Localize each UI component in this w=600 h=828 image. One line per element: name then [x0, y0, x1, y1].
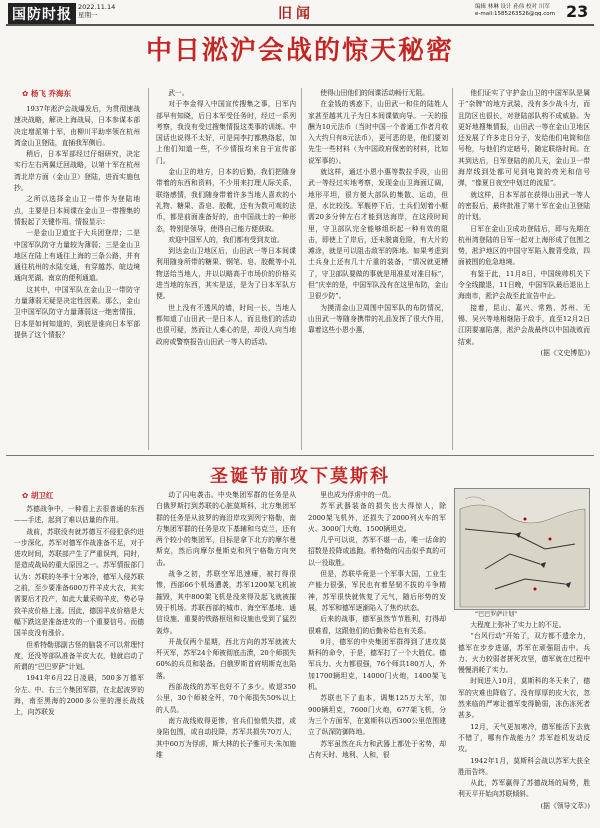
section-title: 旧闻: [278, 6, 314, 22]
paragraph: 但希特勒那副古怪的脑袋不可以常理忖度，还没等部队准备羊皮大衣，他就启动了所谓的“巴巴罗萨”计划。: [14, 640, 144, 672]
paragraph: 从此，苏军赢得了苏德战场的局势，胜利天平开始向苏联倾斜。: [458, 779, 590, 799]
paragraph: “台风行动”开始了，双方都不遗余力，德军在步步进逼，苏军在顽强阻击中。兵力、火力较弱者拼死攻坚，德军就在过程中慢慢消耗了实力。: [458, 632, 590, 675]
paragraph: 战前，苏联没有就苏德互不侵犯条约进一步深化，苏军对德军作战准备不足，对于进攻时间，苏联部产生了严重误判，同时，是造成战局的重大原因之一。苏军情报部门认为：苏联的冬季十分寒冷，德军入侵苏联之前，至少要准备600万件羊皮大衣，其实需要后才投产，如此大量采购羊皮，势必导致羊皮价格上涨。因此，德国羊皮价格是大幅下跌这是准备进攻的一个重要信号。而德国羊皮没有涨价。: [14, 527, 144, 638]
paragraph: 接着，昆山、嘉兴、常熟、苏州、无锡、吴兴等地相继陷于敌手，直至12月2日江阴要塞陷落，淞沪会战最终以中国战败而结束。: [458, 303, 590, 346]
paragraph: 苏军武器装备的损失也大得惊人，除2000架飞机外，还损失了2000列火车的军火、3000门大炮、1500辆坦克。: [308, 502, 446, 533]
map-illustration: [455, 489, 589, 609]
byline-text: 胡卫红: [30, 491, 54, 500]
article2-column-3: [308, 490, 446, 822]
paragraph: 1942年1月，莫斯科会战以苏军大获全胜而告终。: [458, 756, 590, 776]
article1-byline: ✿ 杨飞 乔海东: [22, 89, 72, 98]
paragraph: (据《文史博览》): [540, 348, 590, 357]
paragraph: 武一。: [168, 89, 189, 97]
map-caption: “巴巴罗萨计划”: [475, 611, 518, 618]
article-divider: [6, 455, 594, 456]
paragraph: 金山卫的地方，日本的后勤，我们把随身带着的东西和资料，不少用来打理人际关系，联络感情，我们随身带着许多当地人喜欢的小礼物、糖果、香皂、胶靴，还有为数可观的法币，都是前面准备好的，由中国战士的一种形态，特别是领导，使得自己能方便获取。: [156, 168, 296, 233]
paragraph: 几乎可以说，苏军不堪一击，唯一话命的招数是投降或逃跑。希特勒的闪击似乎真的可以一役取胜。: [308, 536, 446, 567]
paragraph: 1937年淞沪会战爆发后，为贯彻速战速决战略，解决上海战局，日本参谋本部决定增派第十军，由柳川平助率领在杭州湾金山卫登陆，直插我军侧后。: [14, 105, 140, 147]
date-value: 2022.11.14: [78, 3, 116, 11]
paragraph: 苏德战争中，一种看上去很普通的东西——手述，起到了难以估量的作用。: [14, 505, 144, 525]
paragraph: 他们证实了守护金山卫的中国军队是属于“杂牌”的地方武装，没有多少战斗力，而且防区也很长，对登陆部队构不成威胁。为更好地搜集情报，山田武一等在金山卫地区还发展了许多走日分子，发给他们电筒和信号枪，与他们约定暗号，随定联络时间。在其到达后，日军登陆的前几天，金山卫一带海岸线到处都可见到电筒的亮光和信号弹，“像夏日夜空中划过的流星”。: [458, 89, 590, 188]
contact-email: e-mail:1585263526@qq.com: [475, 11, 555, 17]
paragraph: 使得山田他们的间谍活动畅行无阻。: [320, 89, 429, 97]
masthead: 国防时报: [8, 3, 76, 25]
paragraph: 世上没有不透风的墙，时间一长，当地人都知道了山田武一是日本人，而且他们的活动也很可疑，然而让人难心的是，却没人向当地政府或警察报告山田武一等人的活动。: [156, 303, 296, 346]
paragraph: 南方战线败得更惨，官兵们惊慌失措，或身陷包围，或自动投降，苏军共损失70万人，其中60万为俘虏，斯大林的长子雅可夫·朱加施维: [156, 716, 296, 759]
page-number: 23: [566, 2, 589, 21]
column-rule: [301, 88, 302, 450]
paragraph: 就这样，通过小恩小惠等数拉手段，山田武一等经过实地考察，发现金山卫海面辽阔，地形平坦，很方便大部队的集散、运动，但是，水比较浅。军舰停下后，士兵们划着小艇需20多分钟左右才能到达海岸，在这段时间里，守卫部队完全能够组织起一种有效的阻击，即使上了岸后，还未脱离危险，有大片的滩涂，就是可以阻击敌军的阵地。如果考虑到士兵身上还有几十斤重的装备，“情况就更糟了，守卫部队要做的事就是用准星对准目标”，但“庆幸的是，中国军队没有在这里布防，金山卫很少防”。: [308, 168, 448, 301]
paragraph: 苏军虽然在兵力和武器上都处于劣势，却占有天时、地利、人和，很: [308, 739, 446, 759]
paragraph: 时间进入10月，莫斯科的冬天来了，德军的灾难也降临了。没有厚厚的皮大衣，忽然来临的严寒让德军变得脆弱，冻伤冻死者甚多。: [458, 677, 590, 720]
paragraph: 1941年6月22日凌晨，500多万德军分左、中、右三个集团军群，在北起波罗的海，南至黑海的2000多公里的漫长战线上，向苏联发: [14, 674, 144, 717]
paragraph: 里也成为俘虏中的一员。: [320, 491, 395, 499]
article1-title: 中日淞沪会战的惊天秘密: [145, 36, 454, 66]
paragraph: 苏联也下了血本，调集125万大军，加900辆坦克，7600门火炮，677架飞机，分为三个方面军，在莫斯科以西300公里范围建立了纵深防御阵地。: [308, 694, 446, 737]
paragraph: 之所以选择金山卫一带作为登陆地点，主要是日本间谍在金山卫一带搜集的情报起了关键作用。情报显示：: [14, 195, 140, 226]
paragraph: 9月，德军的中央集团军群得到了进攻莫斯科的命令，于是，德军打了一个大胜仗。德军兵力、火力都很强，76个师共180万人，外加1700辆坦克，14000门火炮，1400架飞机。: [308, 637, 446, 692]
paragraph: 欢迎中国军人的，我们都有受到友谊。: [168, 235, 284, 244]
weekday: 星期一: [78, 11, 98, 19]
column-rule: [452, 88, 453, 450]
paragraph: 西部战线的苏军也好不了多少。败退350公里，30个师被全歼，70个师损失50%以上的人员。: [156, 683, 296, 714]
article2-byline: ✿ 胡卫红: [22, 491, 54, 500]
header-rule: [6, 24, 594, 26]
paragraph: 一是金山卫道宜于大兵团登岸；二是中国军队防守力量较为薄弱；三是金山卫地区在陆上有通往上海的三条公路，并有通往杭州的水陆交通，有穿越苏、皖边境通向芜湖、南京的便利通道。: [14, 229, 140, 283]
paragraph: 开战仅两个星期，西北方向的苏军就被大歼灭军，苏军24个师被彻底击溃，20个师损失60%的兵员和装备。白俄罗斯首府明斯克也陷落。: [156, 637, 296, 680]
article1-column-1: [14, 104, 140, 450]
article1-column-3: [308, 88, 448, 450]
paragraph: 动了闪电袭击。中央集团军群的任务是从白俄罗斯打到苏联的心脏莫斯科，北方集团军群的任务是从波罗的海沿岸攻到列宁格勒，南方集团军群的任务是攻下基辅和乌克兰，还有两个较小的集团军，目标是拿下北方的摩尔曼斯克，然后向摩尔曼斯克和列宁格勒方向突击。: [156, 491, 296, 567]
article2-title: 圣诞节前攻下莫斯科: [210, 466, 390, 487]
article1-column-2: [156, 88, 296, 450]
editor-names: 编辑 林琳 设计 孙伟 校对 川军: [475, 4, 550, 10]
paragraph: 就这样，日本军部在获得山田武一等人的密报后，最终批准了第十军在金山卫登陆的计划。: [458, 190, 590, 222]
page-header: [0, 0, 600, 24]
paragraph: 日军在金山卫成功登陆后，即与先期在杭州湾登陆的日军一起对上海形成了包围之势，淞沪地区的中国守军陷入腹背受敌，四面被围的危急地境。: [458, 224, 590, 267]
paragraph: 有鉴于此，11月8日，中国统帅机关下令全线撤退，11日晚，中国军队最后退出上海南市，淞沪会战至此宣告中止。: [458, 269, 590, 301]
paragraph: 稍后，日本军部经过仔细研究，决定实行左右两翼迂回战略，以第十军在杭州湾北岸方面（金山卫）登陆，进而实施包抄。: [14, 150, 140, 193]
issue-date: [78, 3, 115, 19]
paragraph: 后来的战事，德军虽然节节胜利，打得却很难看，这跟他们的后勤补给也有关系。: [308, 615, 446, 635]
paragraph: 为摸清金山卫周围中国军队的布防情况，山田武一等随身携带的礼品发挥了很大作用，靠着这些小恩小惠，: [308, 303, 448, 335]
paragraph: 在金钱的诱惑下，山田武一和住的陆姓人家甚至越其儿子为日本间谍做向导。一天的报酬为10元法币（当时中国一个普通工作者月收入大约只有8元法币），更可恶的是，他们要刘先生一些材料（为中国政府保密的材料，比如说军事的）。: [308, 100, 448, 165]
article2-column-4: [458, 620, 590, 822]
paragraph: 对于李金得入中国宣传搜集之事，日军内部早有知晓，后日本军受任务时，经过一系列考察，我没有受过搜集情报这类事的训练。中国话也说得不太好，可是同李打都熟络起，加上他们知道一些，不少情报均来自于宣传部门。: [156, 100, 296, 165]
paragraph: 到达金山卫地区后，山田武一等日本间谍利用随身所带的糖果、钢笔、皂、胶靴等小礼物送给当地人，并以以略高于市场价的价格买进当地的东西，其实是送，是为了日本军队方便。: [156, 247, 296, 301]
paragraph: (据《领导文萃》): [540, 801, 590, 810]
paragraph: 这其中，中国军队在金山卫一带防守力量薄弱无疑是决定性因素。那么，金山卫中国军队防守力量薄弱这一绝密情报，日本是如何知道的，到底是谁向日本军部提供了这个情报？: [14, 285, 140, 339]
barbarossa-map-image: [454, 488, 590, 610]
article1-column-4: [458, 88, 590, 450]
paragraph: 大程度上弥补了实力上的不足。: [470, 621, 566, 629]
paragraph: 12月，天气更加寒冷，德军能活下去就不错了，哪有作战能力？苏军趁机发动反攻。: [458, 722, 590, 754]
editor-credits: [475, 4, 555, 18]
paragraph: 战争之初，苏联空军迅速瘫，被打得很惨，西部66个机场遭袭，苏军1200架飞机被摧毁，其中800架飞机是没来得及起飞就被摧毁于机场。苏联西部的城市、海空军基地、通信设施、重要的铁路枢纽和设施也受到了猛烈轰炸。: [156, 570, 296, 635]
article2-column-1: [14, 504, 144, 822]
article2-column-2: [156, 490, 296, 822]
byline-text: 杨飞 乔海东: [30, 89, 72, 98]
column-rule: [148, 88, 149, 450]
paragraph: 但是，苏联毕竟是一个军事大国，工业生产能力很强，军民也有着坚韧不拔的斗争精神，苏军很快就恢复了元气，随后形势的发展，苏军和德军逐渐陷入了焦灼状态。: [308, 570, 446, 612]
